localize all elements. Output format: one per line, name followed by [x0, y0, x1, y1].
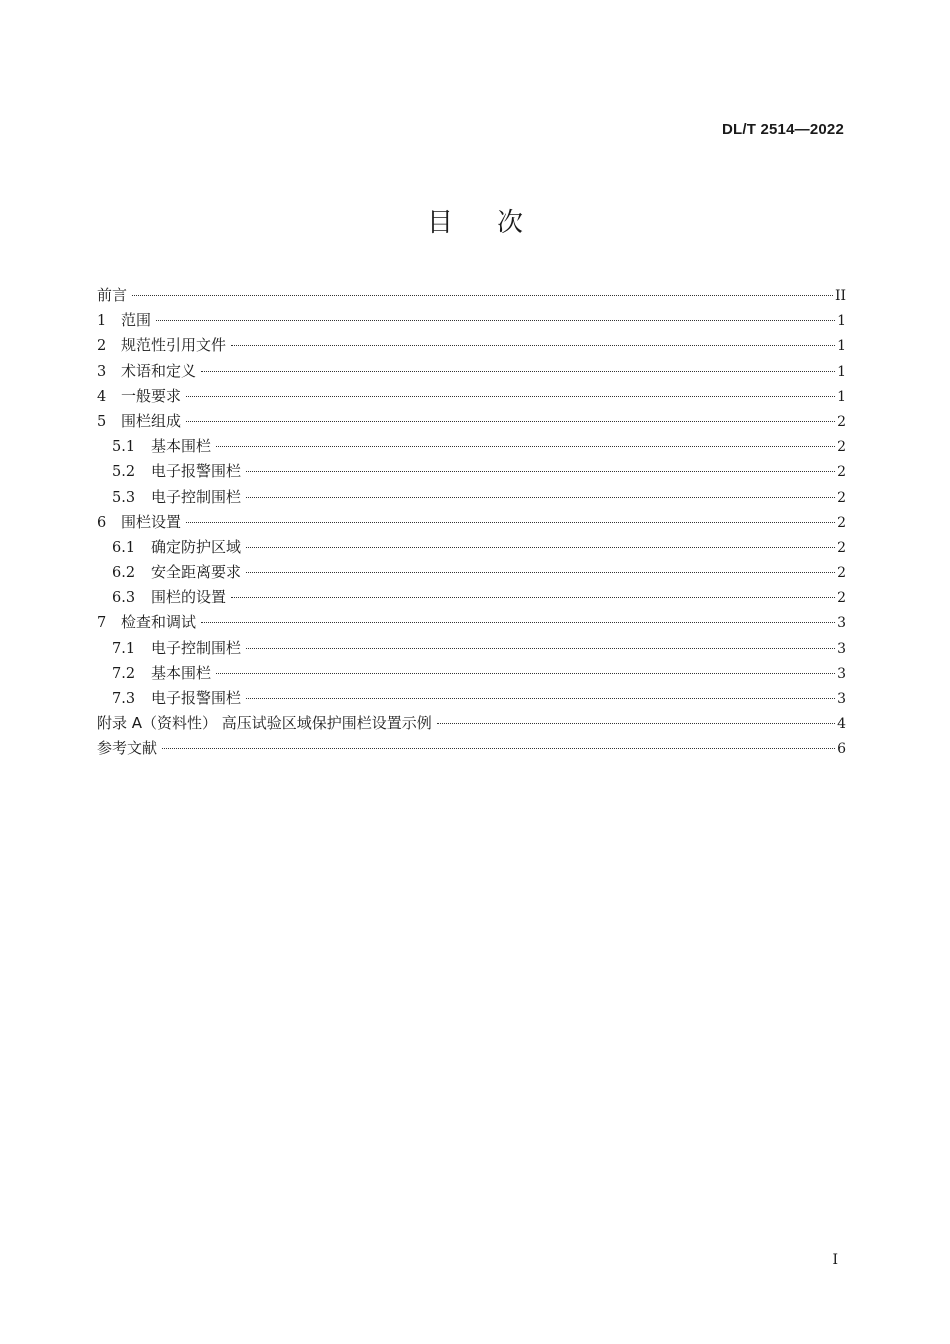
table-of-contents: [97, 284, 846, 763]
toc-entry-number: 5.3: [112, 489, 136, 506]
dot-leader: [216, 446, 835, 447]
dot-leader: [201, 622, 835, 623]
toc-entry-label: 围栏设置: [121, 512, 182, 531]
toc-entry-number: 5.1: [112, 439, 136, 456]
dot-leader: [201, 371, 835, 372]
toc-entry-number: 7.1: [112, 640, 136, 657]
toc-entry-number: 7.3: [112, 691, 136, 707]
toc-entry-number: 6.1: [112, 539, 136, 556]
toc-entry-label: 确定防护区域: [151, 537, 242, 556]
page-number: I: [832, 1252, 838, 1268]
dot-leader: [246, 471, 835, 472]
toc-entry-page: 3: [837, 691, 846, 707]
toc-entry[interactable]: [97, 687, 846, 712]
dot-leader: [186, 421, 835, 422]
toc-entry-page: 1: [837, 338, 846, 355]
dot-leader: [162, 748, 835, 749]
toc-entry-page: 2: [837, 514, 846, 531]
toc-entry[interactable]: [97, 662, 846, 687]
toc-entry-label: 一般要求: [121, 386, 182, 405]
toc-entry-label: 前言: [97, 286, 128, 304]
dot-leader: [246, 572, 835, 573]
toc-entry[interactable]: [97, 486, 846, 511]
toc-entry-label: 安全距离要求: [151, 563, 242, 582]
dot-leader: [231, 597, 835, 598]
toc-entry-label: 参考文献: [97, 739, 158, 758]
toc-entry-number: 7: [97, 615, 107, 632]
toc-entry-page: 1: [837, 388, 846, 405]
toc-entry[interactable]: [97, 460, 846, 485]
toc-entry-label: 基本围栏: [151, 663, 212, 682]
page-title: 目次: [426, 208, 567, 238]
dot-leader: [246, 648, 835, 649]
dot-leader: [246, 497, 835, 498]
toc-entry-number: 6: [97, 514, 107, 531]
dot-leader: [437, 723, 835, 724]
toc-entry-number: 2: [97, 338, 107, 355]
dot-leader: [246, 698, 835, 699]
toc-entry-page: 2: [837, 565, 846, 582]
toc-entry-page: II: [834, 288, 846, 304]
dot-leader: [132, 295, 833, 296]
toc-entry-number: 5: [97, 413, 107, 430]
toc-entry-label: 基本围栏: [151, 437, 212, 456]
toc-entry[interactable]: [97, 385, 846, 410]
toc-entry-page: 1: [837, 363, 846, 380]
toc-entry[interactable]: [97, 410, 846, 435]
toc-entry-number: 7.2: [112, 665, 136, 682]
toc-entry[interactable]: [97, 586, 846, 611]
toc-entry-label: 电子控制围栏: [151, 487, 242, 506]
toc-entry-page: 4: [837, 716, 846, 733]
toc-entry-label: 检查和调试: [121, 613, 197, 632]
toc-entry-label: 电子报警围栏: [151, 462, 242, 481]
toc-entry-label: 术语和定义: [121, 361, 197, 380]
dot-leader: [186, 522, 835, 523]
dot-leader: [156, 320, 835, 321]
toc-entry[interactable]: [97, 561, 846, 586]
toc-entry-label: 附录 A（资料性） 高压试验区域保护围栏设置示例: [97, 714, 432, 733]
toc-entry[interactable]: [97, 637, 846, 662]
dot-leader: [216, 673, 835, 674]
toc-entry-number: 6.2: [112, 565, 136, 582]
standard-code: DL/T 2514—2022: [721, 121, 844, 138]
toc-entry-label: 围栏组成: [121, 411, 182, 430]
toc-entry-page: 1: [837, 313, 846, 330]
toc-entry-number: 5.2: [112, 464, 136, 481]
dot-leader: [231, 345, 835, 346]
toc-entry-page: 2: [837, 413, 846, 430]
toc-entry-page: 2: [837, 590, 846, 607]
toc-entry-number: 3: [97, 363, 107, 380]
toc-entry-number: 6.3: [112, 590, 136, 607]
dot-leader: [246, 547, 835, 548]
toc-entry-label: 围栏的设置: [151, 588, 227, 607]
toc-entry-page: 2: [837, 464, 846, 481]
toc-entry-number: 4: [97, 388, 107, 405]
toc-entry[interactable]: [97, 737, 846, 762]
toc-entry-page: 6: [837, 741, 846, 758]
toc-entry-page: 3: [837, 665, 846, 682]
toc-entry[interactable]: [97, 511, 846, 536]
toc-entry-label: 范围: [121, 311, 152, 330]
toc-entry-page: 2: [837, 439, 846, 456]
toc-entry-number: 1: [97, 313, 107, 330]
toc-entry-label: 电子报警围栏: [151, 689, 242, 707]
dot-leader: [186, 396, 835, 397]
toc-entry-page: 3: [837, 640, 846, 657]
toc-entry-label: 电子控制围栏: [151, 638, 242, 657]
toc-entry[interactable]: [97, 360, 846, 385]
toc-entry[interactable]: [97, 435, 846, 460]
toc-entry[interactable]: [97, 309, 846, 334]
toc-entry[interactable]: [97, 712, 846, 737]
toc-entry[interactable]: [97, 284, 846, 309]
toc-entry-page: 2: [837, 539, 846, 556]
toc-entry-page: 2: [837, 489, 846, 506]
toc-entry-page: 3: [837, 615, 846, 632]
toc-entry-label: 规范性引用文件: [121, 336, 227, 355]
toc-entry[interactable]: [97, 334, 846, 359]
toc-entry[interactable]: [97, 536, 846, 561]
toc-entry[interactable]: [97, 611, 846, 636]
